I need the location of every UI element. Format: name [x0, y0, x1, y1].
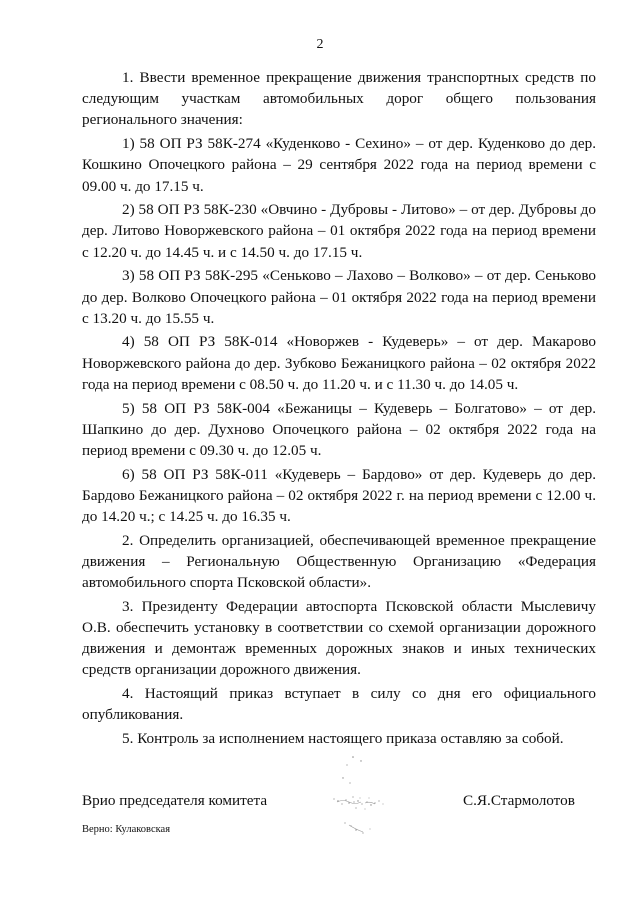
- order-body: [82, 67, 596, 752]
- road-item-6: 6) 58 ОП РЗ 58К-011 «Кудеверь – Бардово» от дер. Кудеверь до дер. Бардово Бежаницкого района – 02 октября 2022 г. на период времени с 12.00 ч. до 14.20 ч.; с 14.25 ч. до 16.35 ч.: [82, 465, 596, 526]
- paragraph-1-road-closure: 1. Ввести временное прекращение движения транспортных средств по следующим участкам автомобильных дорог общего пользования регионального значения:: [82, 69, 596, 129]
- road-item-2: 2) 58 ОП РЗ 58К-230 «Овчино - Дубровы - Литово» – от дер. Дубровы до дер. Литово Новоржевского района – 01 октября 2022 года на период времени с 12.20 ч. до 14.45 ч. и с 14.50 ч. до 17.15 ч.: [82, 201, 596, 261]
- verified-note: Верно: Кулаковская: [82, 824, 171, 835]
- road-item-3: 3) 58 ОП РЗ 58К-295 «Сеньково – Лахово – Волково» – от дер. Сеньково до дер. Волково Опочецкого района – 01 октября 2022 года на период времени с 13.20 ч. до 15.55 ч.: [82, 267, 596, 327]
- paragraph-3-federation-duties: 3. Президенту Федерации автоспорта Псковской области Мыслевичу О.В. обеспечить установку в соответствии со схемой организации дорожного движения и демонтаж временных дорожных знаков и иных технических средств организации дорожного движения.: [82, 597, 596, 679]
- road-item-4: 4) 58 ОП РЗ 58К-014 «Новоржев - Кудеверь» – от дер. Макарово Новоржевского района до дер. Зубково Бежаницкого района – 02 октября 2022 года на период времени с 08.50 ч. до 11.20 ч. и с 11.30 ч. до 14.05 ч.: [82, 333, 596, 393]
- paragraph-2-organization: 2. Определить организацией, обеспечивающей временное прекращение движения – Региональную Общественную Организацию «Федерация автомобильного спорта Псковской области».: [82, 531, 596, 592]
- paragraph-5-control: 5. Контроль за исполнением настоящего приказа оставляю за собой.: [122, 730, 564, 748]
- signature-block: [82, 791, 596, 813]
- road-item-1: 1) 58 ОП РЗ 58К-274 «Куденково - Сехино» – от дер. Куденково до дер. Кошкино Опочецкого района – 29 сентября 2022 года на период времени с 09.00 ч. до 17.15 ч.: [82, 135, 596, 195]
- signer-name: С.Я.Стармолотов: [463, 792, 575, 809]
- road-item-5: 5) 58 ОП РЗ 58К-004 «Бежаницы – Кудеверь – Болгатово» – от дер. Шапкино до дер. Духново Опочецкого района – 02 октября 2022 года на период времени с 09.30 ч. до 12.05 ч.: [82, 399, 596, 459]
- paragraph-4-effective-date: 4. Настоящий приказ вступает в силу со дня его официального опубликования.: [82, 685, 596, 724]
- page-number: 2: [316, 37, 324, 52]
- signer-position: Врио председателя комитета: [82, 792, 268, 809]
